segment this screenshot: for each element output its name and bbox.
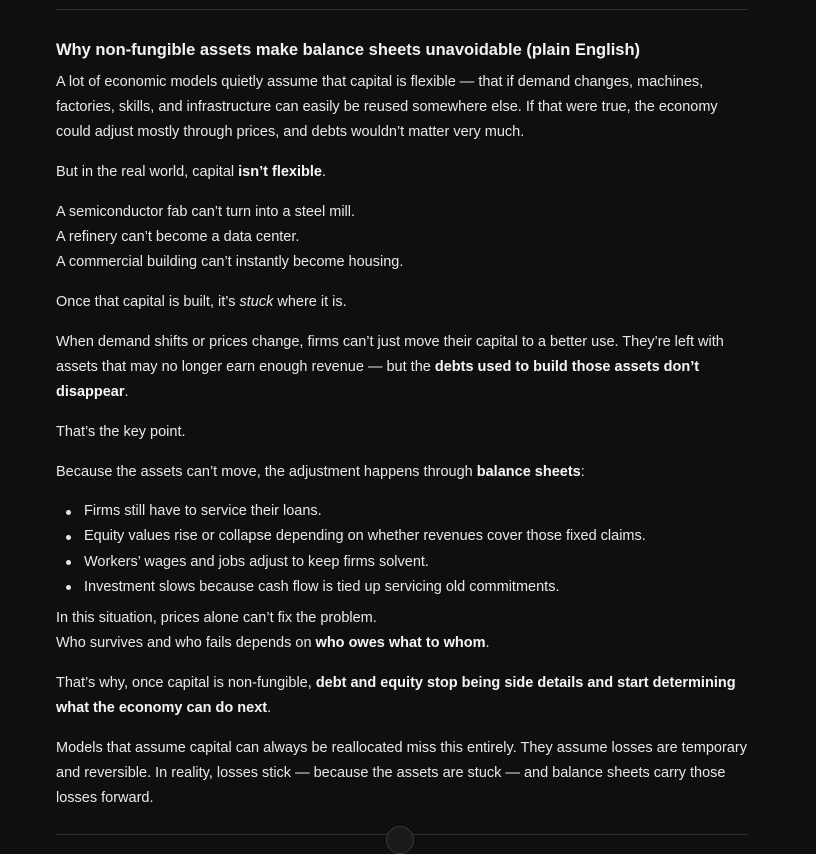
emphasis-stuck: stuck	[239, 294, 274, 310]
list-item: Firms still have to service their loans.	[84, 499, 756, 524]
emphasis-balance-sheets: balance sheets	[476, 464, 581, 480]
example-line: A commercial building can’t instantly become housing.	[56, 254, 404, 270]
emphasis-debts: debts used to build those assets don’t disappear	[56, 359, 700, 400]
bullet-list	[56, 499, 756, 600]
paragraph-examples	[56, 200, 756, 275]
paragraph-demand-shifts: When demand shifts or prices change, firms can’t just move their capital to a better use. They’re left with assets that may no longer earn enough revenue — but the debts used to build those assets don’t disappear.	[56, 334, 724, 400]
emphasis-debt-equity: debt and equity stop being side details and start determining what the economy can do next	[56, 675, 736, 717]
list-item: Workers’ wages and jobs adjust to keep firms solvent.	[84, 550, 756, 575]
paragraph-intro: A lot of economic models quietly assume that capital is flexible — that if demand changes, machines, factories, skills, and infrastructure can easily be reused somewhere else. If that were true, the economy could adjust mostly through prices, and debts wouldn’t matter very much.	[56, 74, 718, 140]
list-item: Investment slows because cash flow is tied up servicing old commitments.	[84, 575, 756, 600]
paragraph-non-fungible: That’s why, once capital is non-fungible, debt and equity stop being side details and start determining what the economy can do next.	[56, 675, 736, 717]
list-item: Equity values rise or collapse depending on whether revenues cover those fixed claims.	[84, 524, 756, 549]
paragraph-stuck: Once that capital is built, it’s stuck where it is.	[56, 294, 347, 310]
paragraph-real-world: But in the real world, capital isn’t flexible.	[56, 164, 326, 180]
paragraph-key-point: That’s the key point.	[56, 424, 186, 440]
emphasis-not-flexible: isn’t flexible	[238, 164, 322, 180]
scroll-down-button[interactable]	[386, 826, 414, 854]
paragraph-prices-alone: In this situation, prices alone can’t fix the problem. Who survives and who fails depends on who owes what to whom.	[56, 610, 490, 652]
top-divider	[56, 9, 748, 10]
emphasis-who-owes: who owes what to whom	[315, 635, 486, 652]
paragraph-balance-sheets: Because the assets can’t move, the adjustment happens through balance sheets:	[56, 464, 585, 480]
section-heading: Why non-fungible assets make balance sheets unavoidable (plain English)	[56, 41, 641, 59]
example-line: A semiconductor fab can’t turn into a steel mill.	[56, 204, 356, 220]
assistant-message	[56, 38, 756, 826]
example-line: A refinery can’t become a data center.	[56, 229, 300, 245]
paragraph-conclusion: Models that assume capital can always be reallocated miss this entirely. They assume losses are temporary and reversible. In reality, losses stick — because the assets are stuck — and balance sheets carry those losses forward.	[56, 740, 747, 807]
